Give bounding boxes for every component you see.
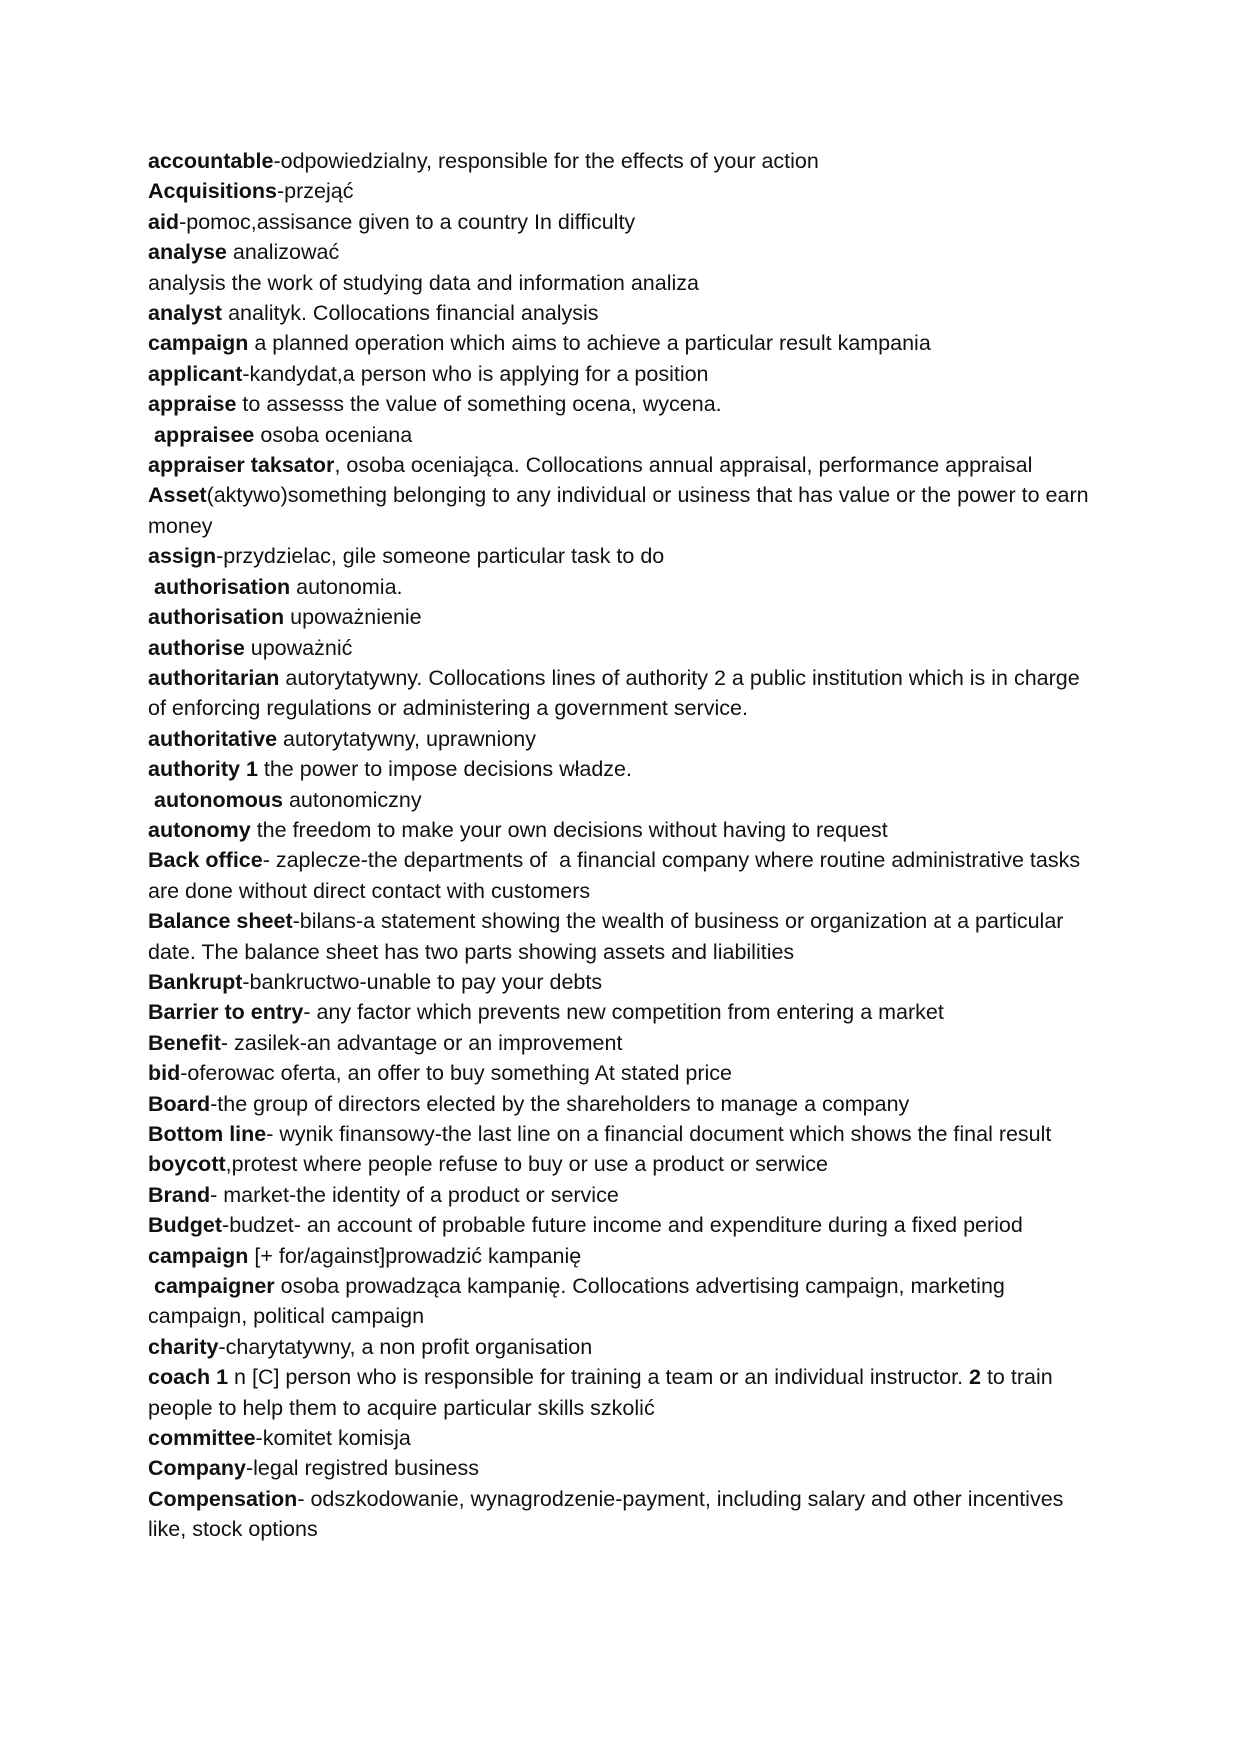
glossary-entry (148, 1362, 1098, 1423)
entry-definition: - market-the identity of a product or service (210, 1182, 619, 1207)
glossary-entry (148, 1028, 1098, 1058)
entry-term: committee (148, 1426, 256, 1451)
glossary-entry (148, 480, 1098, 541)
glossary-entry (148, 602, 1098, 632)
entry-definition: -przydzielac, gile someone particular task to do (216, 544, 665, 569)
glossary-entry (148, 785, 1098, 815)
entry-term: Back office (148, 848, 263, 873)
entry-definition: analizować (226, 240, 340, 265)
entry-term: autonomous (153, 787, 283, 812)
glossary-entry (148, 1180, 1098, 1210)
glossary-entry (148, 633, 1098, 663)
entry-term: Company (148, 1456, 246, 1481)
glossary-entry (148, 1271, 1098, 1332)
glossary-entry (148, 237, 1098, 267)
glossary-entry (148, 1423, 1098, 1453)
glossary-entry (148, 1453, 1098, 1483)
entry-term: authoritarian (148, 665, 280, 690)
glossary-entry (148, 815, 1098, 845)
entry-definition: autorytatywny, uprawniony (277, 726, 536, 751)
glossary-entry (148, 1149, 1098, 1179)
glossary-entry (148, 1484, 1098, 1545)
entry-term: aid (148, 209, 180, 234)
entry-definition: osoba oceniana (254, 422, 413, 447)
glossary-entry (148, 572, 1098, 602)
entry-definition: -komitet komisja (255, 1426, 411, 1451)
glossary-entry (148, 389, 1098, 419)
glossary-entry (148, 1210, 1098, 1240)
glossary-entry (148, 1241, 1098, 1271)
entry-definition: the power to impose decisions władze. (257, 757, 632, 782)
entry-definition: analysis the work of studying data and information analiza (148, 270, 699, 295)
entry-definition: (aktywo)something belonging to any individual or usiness that has value or the power to earn money (148, 483, 1095, 538)
glossary-entry (148, 359, 1098, 389)
entry-term: Acquisitions (148, 179, 278, 204)
glossary-entry (148, 724, 1098, 754)
entry-definition: - odszkodowanie, wynagrodzenie-payment, including salary and other incentives like, stock options (148, 1486, 1070, 1542)
glossary-entry (148, 268, 1098, 298)
entry-term: accountable (148, 149, 274, 173)
entry-definition: - zasilek-an advantage or an improvement (220, 1030, 623, 1055)
glossary-entry (148, 298, 1098, 328)
entry-term: Benefit (148, 1030, 221, 1055)
entry-term: campaign (148, 1243, 249, 1268)
glossary-entry (148, 420, 1098, 450)
entry-term: campaign (148, 331, 249, 356)
glossary-entry (148, 146, 1098, 176)
entry-term: boycott (148, 1152, 226, 1177)
entry-definition: -bilans-a statement showing the wealth of business or organization at a particular date. The balance sheet has two parts showing assets and liabilities (148, 909, 1070, 964)
entry-definition: - wynik finansowy-the last line on a financial document which shows the final result (266, 1122, 1052, 1146)
entry-definition: upoważnić (244, 635, 353, 660)
entry-term: appraise (148, 392, 237, 417)
entry-term: analyst (148, 301, 223, 326)
entry-term: authoritative (148, 726, 278, 751)
entry-term: charity (148, 1334, 219, 1359)
entry-term: appraiser taksator (148, 453, 335, 478)
entry-definition: the freedom to make your own decisions without having to request (250, 817, 888, 842)
entry-term: autonomy (148, 817, 251, 842)
entry-definition: -legal registred business (245, 1456, 480, 1481)
entry-term: Asset (148, 483, 207, 508)
entry-term: bid (148, 1061, 181, 1086)
entry-definition: n [C] person who is responsible for training a team or an individual instructor. (228, 1365, 970, 1390)
entry-definition: upoważnienie (284, 605, 422, 630)
entry-definition: ,protest where people refuse to buy or use a product or serwice (225, 1152, 828, 1177)
entry-term: Balance sheet (148, 909, 293, 934)
entry-definition: autonomiczny (282, 787, 422, 812)
entry-definition: - zaplecze-the departments of a financial company where routine administrative tasks are done without direct contact with customers (148, 848, 1087, 903)
entry-term: Barrier to entry (148, 1000, 304, 1025)
entry-definition: , osoba oceniająca. Collocations annual appraisal, performance appraisal (334, 453, 1033, 478)
entry-term: applicant (148, 361, 243, 386)
entry-definition: -charytatywny, a non profit organisation (218, 1334, 593, 1359)
entry-term: authorise (148, 635, 245, 660)
entry-definition: to assesss the value of something ocena, wycena. (236, 392, 722, 417)
glossary-entry (148, 207, 1098, 237)
glossary-entry (148, 328, 1098, 358)
glossary-entry (148, 663, 1098, 724)
glossary-entry (148, 1058, 1098, 1088)
entry-definition: a planned operation which aims to achieve a particular result kampania (248, 331, 931, 356)
entry-definition: -przejąć (277, 179, 354, 204)
entry-term: authorisation (148, 605, 285, 630)
entry-term: coach 1 (148, 1365, 229, 1390)
entry-definition: -budzet- an account of probable future income and expenditure during a fixed period (222, 1213, 1023, 1238)
entry-term: 2 (969, 1365, 981, 1390)
entry-definition: analityk. Collocations financial analysis (222, 301, 599, 326)
entry-term: Bankrupt (148, 969, 243, 994)
entry-term: campaigner (153, 1274, 275, 1299)
entry-term: Compensation (148, 1486, 298, 1511)
glossary-entry (148, 1332, 1098, 1362)
entry-term: assign (148, 544, 217, 569)
entry-definition: -oferowac oferta, an offer to buy something At stated price (180, 1061, 732, 1086)
glossary-page (148, 146, 1098, 1545)
entry-term: analyse (148, 240, 227, 265)
glossary-entry (148, 450, 1098, 480)
entry-definition: [+ for/against]prowadzić kampanię (248, 1243, 582, 1268)
entry-term: Bottom line (148, 1122, 267, 1146)
glossary-entry (148, 967, 1098, 997)
glossary-entry (148, 906, 1098, 967)
entry-term: appraisee (153, 422, 255, 447)
entry-term: Brand (148, 1182, 211, 1207)
glossary-entry (148, 541, 1098, 571)
entry-term: Board (148, 1091, 211, 1116)
glossary-entry (148, 1119, 1098, 1149)
entry-definition: -bankructwo-unable to pay your debts (242, 969, 603, 994)
entry-definition: autonomia. (290, 574, 403, 599)
entry-definition: osoba prowadząca kampanię. Collocations advertising campaign, marketing campaign, political campaign (148, 1274, 1011, 1329)
entry-term: authorisation (153, 574, 291, 599)
entry-definition: autorytatywny. Collocations lines of authority 2 a public institution which is in charge of enforcing regulations or administering a government service. (148, 665, 1086, 721)
glossary-entry (148, 754, 1098, 784)
entry-definition: -pomoc,assisance given to a country In difficulty (179, 209, 636, 234)
glossary-entry (148, 845, 1098, 906)
entry-definition: -kandydat,a person who is applying for a position (242, 361, 709, 386)
entry-definition: -odpowiedzialny, responsible for the effects of your action (273, 149, 819, 173)
glossary-entry (148, 1089, 1098, 1119)
glossary-entry (148, 176, 1098, 206)
entry-definition: -the group of directors elected by the shareholders to manage a company (210, 1091, 910, 1116)
entry-term: Budget (148, 1213, 223, 1238)
entry-definition: - any factor which prevents new competition from entering a market (303, 1000, 944, 1025)
entry-definition: to train people to help them to acquire particular skills szkolić (148, 1365, 1059, 1420)
entry-term: authority 1 (148, 757, 258, 782)
glossary-entry (148, 997, 1098, 1027)
